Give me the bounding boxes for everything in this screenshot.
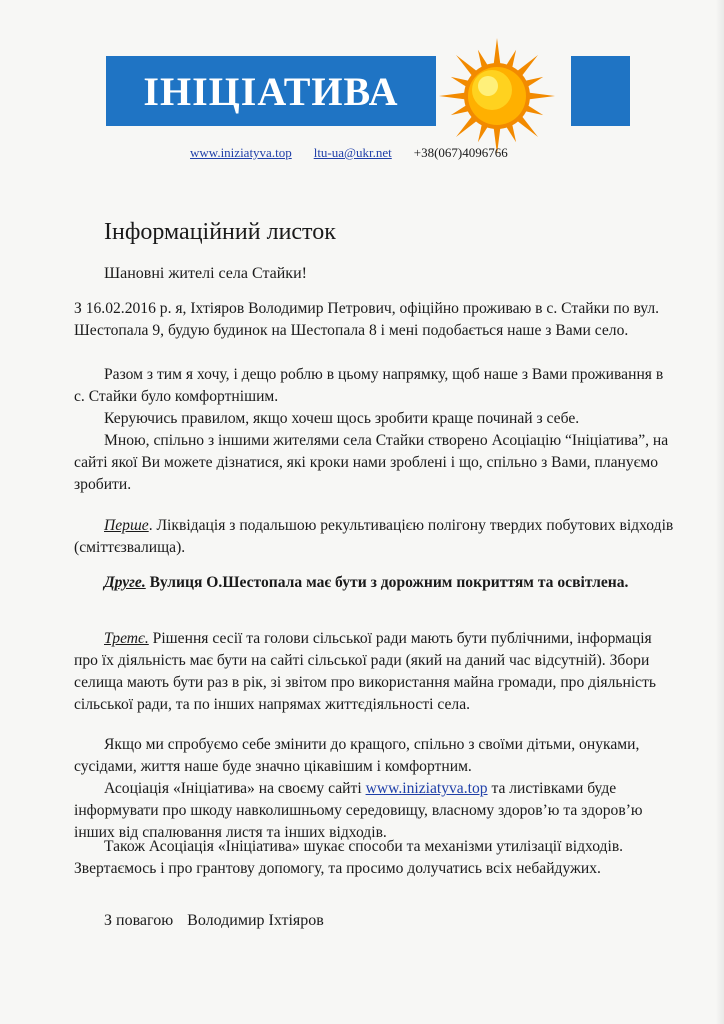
point-first-text: . Ліквідація з подальшою рекультивацією полігону твердих побутових відходів (сміттєзвалища). bbox=[74, 517, 674, 556]
greeting: Шановні жителі села Стайки! bbox=[104, 265, 307, 282]
point-second bbox=[74, 572, 674, 594]
paragraph-website bbox=[74, 778, 674, 844]
point-third bbox=[74, 628, 674, 716]
sun-ray bbox=[493, 38, 500, 66]
point-first bbox=[74, 515, 674, 559]
sun-ray bbox=[527, 92, 555, 99]
inline-website-link[interactable]: www.iniziatyva.top bbox=[365, 780, 488, 797]
logo-banner bbox=[106, 56, 436, 126]
contact-line bbox=[190, 145, 610, 161]
point-third-text: Рішення сесії та голови сільської ради мають бути публічними, інформація про їх діяльність має бути на сайті сільської ради (який на даний час відсутній). Збори селища мають бути раз в рік, зі звітом про використання майна громади, про діяльність сільської ради, та по інших напрямах життєдіяльності села. bbox=[74, 630, 657, 713]
website-paragraph-end: та листівками буде інформувати про шкоду навколишньому середовищу, власному здоров’ю та здоров’ю інших від спалювання листя та інших відходів. bbox=[74, 780, 643, 841]
point-second-label: Друге. bbox=[104, 574, 146, 591]
paragraph-intro: З 16.02.2016 р. я, Іхтіяров Володимир Петрович, офіційно проживаю в с. Стайки по вул. Шестопала 9, будую будинок на Шестопала 8 і мені подобається наше з Вами село. bbox=[74, 300, 660, 339]
document-title: Інформаційний листок bbox=[104, 219, 336, 245]
logo-text: ІНІЦІАТИВА bbox=[143, 69, 399, 114]
point-second-text: Вулиця О.Шестопала має бути з дорожним покриттям та освітлена. bbox=[145, 574, 629, 591]
paragraph-rule: Керуючись правилом, якщо хочеш щось зробити краще починай з себе. bbox=[104, 410, 580, 427]
website-link[interactable]: www.iniziatyva.top bbox=[190, 145, 292, 160]
sun-icon bbox=[432, 34, 562, 154]
paragraph-recycling: Також Асоціація «Ініціатива» шукає способи та механізми утилізації відходів. Звертаємось і про грантову допомогу, та просимо долучатись всіх небайдужих. bbox=[74, 838, 624, 877]
signature-prefix: З повагою bbox=[104, 912, 174, 929]
email-link[interactable]: ltu-ua@ukr.net bbox=[313, 145, 392, 160]
scan-edge-shadow bbox=[716, 0, 724, 1024]
logo-side-block bbox=[571, 56, 630, 126]
paragraph-intent: Разом з тим я хочу, і дещо роблю в цьому напрямку, щоб наше з Вами проживання в с. Стайки було комфортнішим. bbox=[74, 366, 664, 405]
signature bbox=[104, 912, 324, 930]
signature-name: Володимир Іхтіяров bbox=[187, 912, 324, 929]
website-paragraph-start: Асоціація «Ініціатива» на своєму сайті bbox=[104, 780, 366, 797]
phone-number: +38(067)4096766 bbox=[413, 145, 508, 160]
point-third-label: Третє. bbox=[104, 630, 149, 647]
paragraph-association: Мною, спільно з іншими жителями села Стайки створено Асоціацію “Ініціатива”, на сайті якої Ви можете дізнатися, які кроки нами зроблені і що, спільно з Вами, плануємо зробити. bbox=[74, 432, 669, 493]
point-first-label: Перше bbox=[104, 517, 149, 534]
paragraph-change: Якщо ми спробуємо себе змінити до кращого, спільно з своїми дітьми, онуками, сусідами, життя наше буде значно цікавішим і комфортним. bbox=[74, 736, 640, 775]
sun-ray bbox=[439, 92, 467, 99]
